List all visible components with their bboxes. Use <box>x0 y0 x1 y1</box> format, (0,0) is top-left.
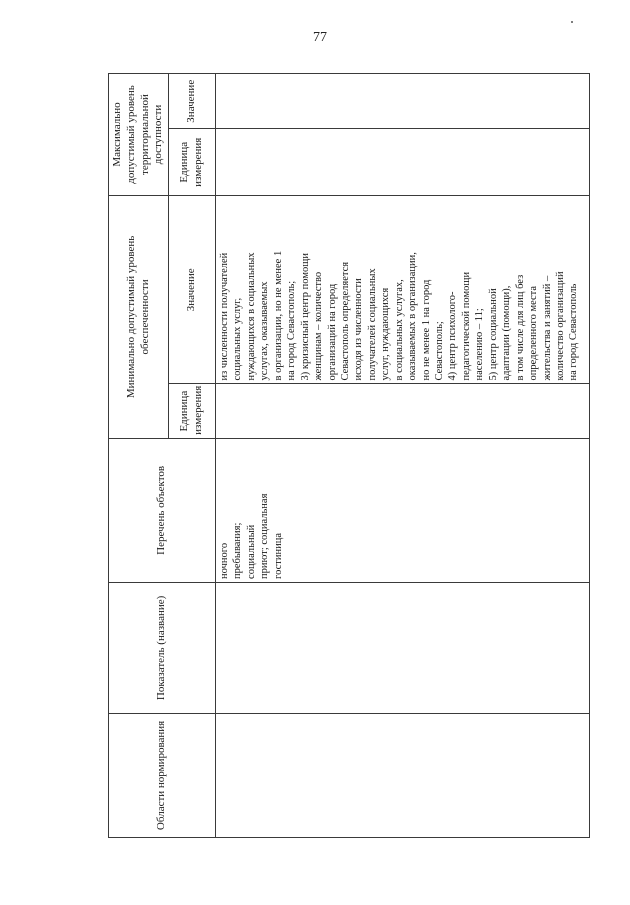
cell-min-value: из численности получателей социальных услуг, нуждающихся в социальных услугах, оказываемых в организации, но не менее 1 на город Севастополь; 3) кризисный центр помощи женщинам – количество организаций на город Севастополь определяется исходя из численности получателей социальных услуг, нуждающихся в социальных услугах, оказываемых в организации, но не менее 1 на город Севастополь; 4) центр психолого- педагогической помощи населению – 11; 5) центр социальной адаптации (помощи), в том числе для лиц без определенного места жительства и занятий – количество организаций на город Севастополь <box>216 196 590 385</box>
standards-table <box>108 73 590 838</box>
table-row <box>216 74 590 838</box>
header-area: Области нормирования <box>109 713 216 837</box>
header-row-top <box>109 74 169 838</box>
page-number: 77 <box>313 30 327 45</box>
header-max-unit: Единица измерения <box>169 129 216 196</box>
cell-objects: ночного пребывания; социальный приют; социальная гостиница <box>216 438 590 582</box>
cell-indicator <box>216 582 590 713</box>
header-min-unit: Единица измерения <box>169 384 216 438</box>
header-min-level: Минимально допустимый уровень обеспеченности <box>109 196 169 439</box>
scan-speck <box>571 21 573 23</box>
cell-max-unit <box>216 129 590 196</box>
cell-area <box>216 713 590 837</box>
header-indicator: Показатель (название) <box>109 582 216 713</box>
table-rotator <box>108 73 590 838</box>
header-objects: Перечень объектов <box>109 438 216 582</box>
cell-max-value <box>216 74 590 129</box>
header-max-value: Значение <box>169 74 216 129</box>
rotated-table-area <box>108 73 630 831</box>
header-min-value: Значение <box>169 196 216 385</box>
cell-min-unit <box>216 384 590 438</box>
header-max-level: Максимально допустимый уровень территориальной доступности <box>109 74 169 196</box>
